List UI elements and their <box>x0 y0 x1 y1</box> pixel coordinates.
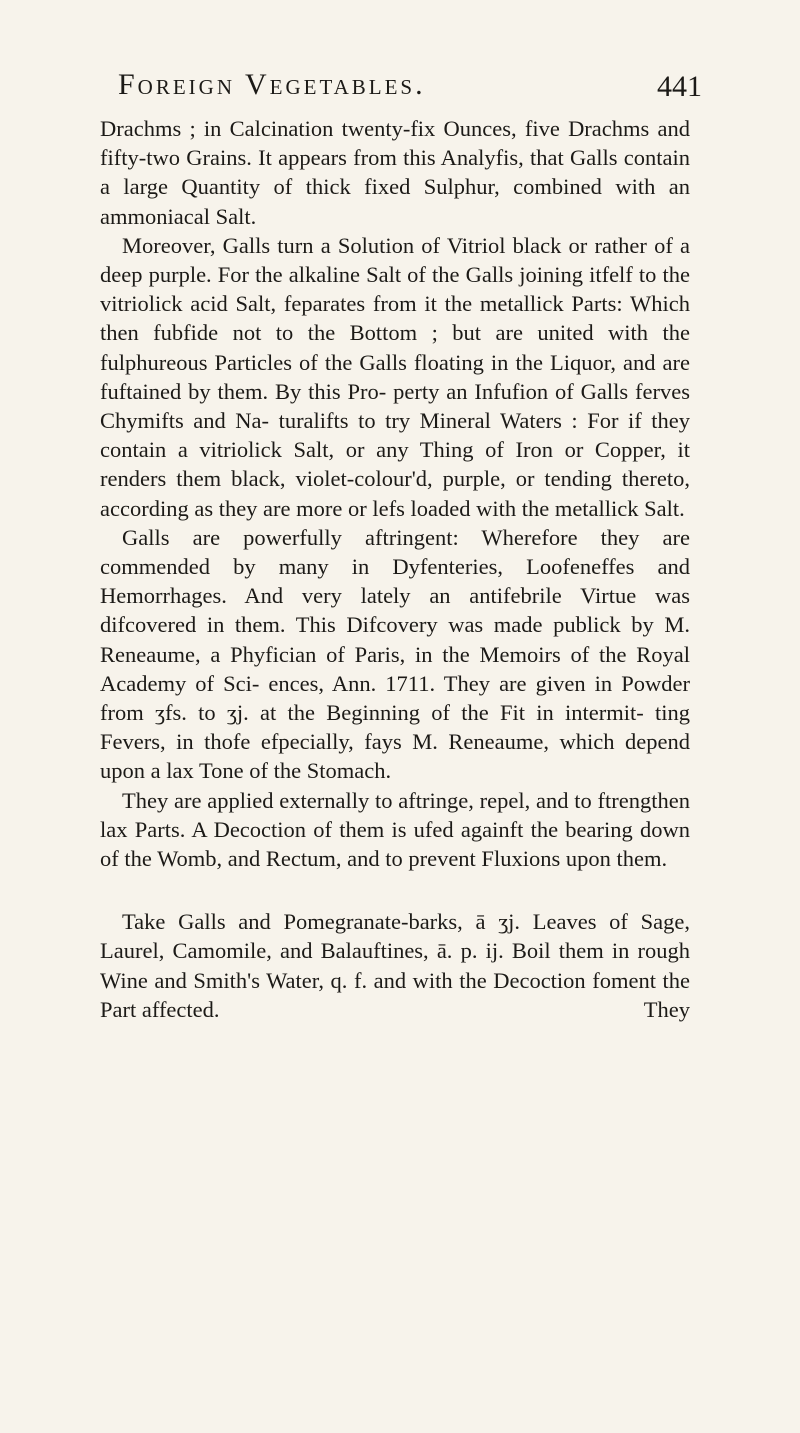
catchword: They <box>643 996 690 1022</box>
paragraph-analysis: Drachms ; in Calcination twenty-fix Ounces, five Drachms and fifty-two Grains. It appears from this Analyfis, that Galls contain a large Quantity of thick fixed Sulphur, combined with an ammoniacal Salt. <box>100 116 690 229</box>
paragraph-astringent: Galls are powerfully aftringent: Wherefore they are commended by many in Dyfenteries, Loofeneffes and Hemorrhages. And very lately an antifebrile Virtue was difcovered in them. This Difcovery was made publick by M. Reneaume, a Phyfician of Paris, in the Memoirs of the Royal Academy of Sci- ences, Ann. 1711. They are given in Powder from ʒfs. to ʒj. at the Beginning of the Fit in intermit- ting Fevers, in thofe efpecially, fays M. Reneaume, which depend upon a lax Tone of the Stomach. <box>100 524 690 784</box>
paragraph-external-use: They are applied externally to aftringe, repel, and to ftrengthen lax Parts. A Decoction of them is ufed againft the bearing down of the Womb, and Rectum, and to prevent Fluxions upon them. <box>100 787 690 872</box>
recipe-text: Take Galls and Pomegranate-barks, ā ʒj. Leaves of Sage, Laurel, Camomile, and Balauftines, ā. p. ij. Boil them in rough Wine and Smith's Water, q. f. and with the Decoction foment the Part affected. <box>100 909 690 1022</box>
body-text <box>100 114 690 1024</box>
paragraph-recipe <box>100 907 690 1024</box>
paragraph-vitriol: Moreover, Galls turn a Solution of Vitriol black or rather of a deep purple. For the alkaline Salt of the Galls joining itfelf to the vitriolick acid Salt, feparates from it the metallick Parts: Which then fubfide not to the Bottom ; but are united with the fulphureous Particles of the Galls floating in the Liquor, and are fuftained by them. By this Pro- perty an Infufion of Galls ferves Chymifts and Na- turalifts to try Mineral Waters : For if they contain a vitriolick Salt, or any Thing of Iron or Copper, it renders them black, violet-colour'd, purple, or tending thereto, according as they are more or lefs loaded with the metallick Salt. <box>100 232 690 521</box>
running-head: Foreign Vegetables. <box>118 68 426 101</box>
page-number: 441 <box>657 70 702 103</box>
page-header <box>118 68 702 108</box>
